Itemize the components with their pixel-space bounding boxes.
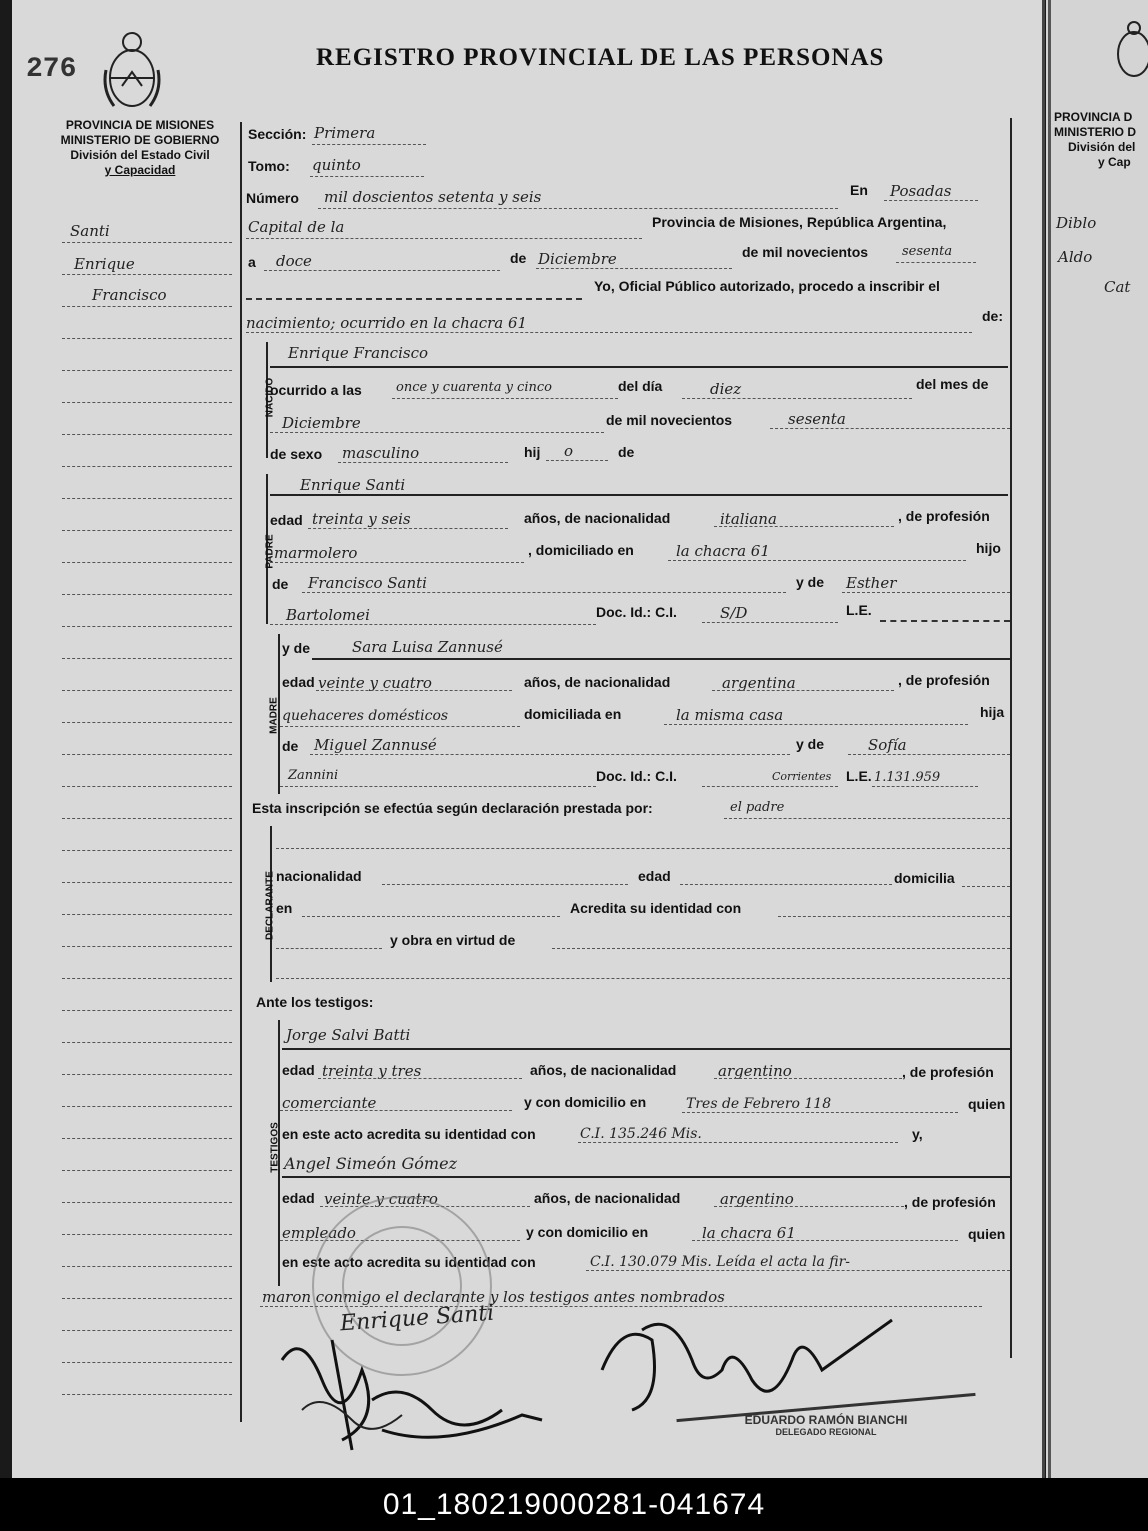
next-page-name-1: Diblo (1056, 214, 1097, 232)
padre-madre-apellido: Bartolomei (286, 606, 370, 624)
madre-nacionalidad-value: argentina (722, 674, 796, 692)
declarante-value: el padre (730, 800, 785, 815)
nacido-side-label: NACIDO (264, 377, 276, 418)
testigo2-domicilio-value: la chacra 61 (702, 1224, 796, 1242)
seccion-label: Sección: (248, 126, 307, 142)
madre-padre-value: Miguel Zannusé (314, 736, 437, 754)
madre-doc-label: Doc. Id.: C.I. (596, 768, 677, 784)
declarante-en-label: en (276, 900, 293, 916)
next-page-coat-of-arms (1114, 20, 1148, 80)
padre-y-de-label: y de (796, 574, 825, 590)
madre-nacionalidad-label: años, de nacionalidad (524, 674, 671, 690)
madre-y-de-label: y de (282, 640, 311, 656)
mes-nac-value: Diciembre (282, 414, 361, 432)
testigo2-profesion-value: empleado (282, 1224, 356, 1242)
madre-edad-value: veinte y cuatro (318, 674, 432, 692)
testigo1-domicilio-value: Tres de Febrero 118 (686, 1096, 832, 1112)
testigos-side-label: TESTIGOS (269, 1122, 281, 1173)
padre-nacionalidad-value: italiana (720, 510, 777, 528)
numero-value: mil doscientos setenta y seis (324, 188, 542, 206)
testigo2-ci-value: C.I. 130.079 Mis. Leída el acta la fir- (590, 1254, 851, 1270)
testigo1-nacionalidad-value: argentino (718, 1062, 792, 1080)
testigo1-acredita-label: en este acto acredita su identidad con (282, 1126, 536, 1142)
padre-padre-value: Francisco Santi (308, 574, 427, 592)
en-label: En (850, 182, 868, 198)
tomo-value: quinto (312, 156, 361, 174)
issuing-office (50, 118, 230, 178)
declarante-side-label: DECLARANTE (264, 871, 276, 940)
cierre-text: maron conmigo el declarante y los testigos antes nombrados (262, 1288, 725, 1306)
margin-name-2: Francisco (92, 286, 167, 304)
testigo2-profesion-label: , de profesión (904, 1194, 996, 1210)
declarante-obra-label: y obra en virtud de (390, 932, 516, 948)
padre-madre-value: Esther (846, 574, 897, 592)
nacido-nombre: Enrique Francisco (288, 344, 428, 362)
testigo1-edad-value: treinta y tres (322, 1062, 422, 1080)
inscripcion-declaracion-label: Esta inscripción se efectúa según declaración prestada por: (252, 800, 653, 816)
madre-le-value: 1.131.959 (874, 770, 941, 785)
sexo-label: de sexo (270, 446, 323, 462)
office-division: División del Estado Civil (70, 148, 210, 162)
padre-de-label: de (272, 576, 289, 592)
testigo1-nacionalidad-label: años, de nacionalidad (530, 1062, 677, 1078)
hijo-suffix: o (564, 442, 574, 460)
mil-novecientos-label: de mil novecientos (742, 244, 869, 260)
padre-profesion-value: marmolero (274, 544, 358, 562)
madre-profesion-label: , de profesión (898, 672, 990, 688)
testigo1-profesion-label: , de profesión (902, 1064, 994, 1080)
testigo1-edad-label: edad (282, 1062, 315, 1078)
madre-side-label: MADRE (268, 697, 280, 734)
mes-value: Diciembre (538, 250, 617, 268)
madre-nombre: Sara Luisa Zannusé (352, 638, 503, 656)
padre-nombre: Enrique Santi (300, 476, 406, 494)
tomo-label: Tomo: (248, 158, 290, 174)
declarante-edad-label: edad (638, 868, 671, 884)
padre-side-label: PADRE (264, 534, 276, 569)
padre-profesion-label: , de profesión (898, 508, 990, 524)
margin-surname: Santi (70, 222, 110, 240)
testigo2-acredita-label: en este acto acredita su identidad con (282, 1254, 536, 1270)
padre-edad-label: edad (270, 512, 303, 528)
madre-de-label: de (282, 738, 299, 754)
office-ministry: MINISTERIO DE GOBIERNO (60, 133, 220, 147)
testigo1-quien-label: quien (968, 1096, 1006, 1112)
provincia-label: Provincia de Misiones, República Argentina, (652, 214, 947, 230)
madre-domicilio-label: domiciliada en (524, 706, 622, 722)
testigo1-nombre: Jorge Salvi Batti (286, 1026, 411, 1044)
testigo2-nombre: Angel Simeón Gómez (284, 1154, 457, 1173)
testigo2-nacionalidad-value: argentino (720, 1190, 794, 1208)
declarante-acredita-label: Acredita su identidad con (570, 900, 742, 916)
document-page (12, 0, 1045, 1478)
madre-domicilio-value: la misma casa (676, 706, 784, 724)
testigo2-domicilio-label: y con domicilio en (526, 1224, 649, 1240)
madre-le-label: L.E. (846, 768, 872, 784)
scan-identifier: 01_180219000281-041674 (0, 1478, 1148, 1531)
del-dia-label: del día (618, 378, 663, 394)
padre-doc-label: Doc. Id.: C.I. (596, 604, 677, 620)
de-nacido-label: de (618, 444, 635, 460)
anio-value: sesenta (902, 244, 953, 259)
next-page-capacity: y Cap (1098, 155, 1131, 169)
en-value: Posadas (890, 182, 952, 200)
next-page-name-2: Aldo (1058, 248, 1093, 266)
right-border (1010, 118, 1012, 1358)
madre-edad-label: edad (282, 674, 315, 690)
hora-value: once y cuarenta y cinco (396, 380, 552, 395)
left-margin-divider (240, 122, 242, 1422)
dia-value: doce (276, 252, 312, 270)
next-page-division: División del (1068, 140, 1136, 154)
testigo1-y-label: y, (912, 1126, 923, 1142)
anio-nac-value: sesenta (788, 410, 846, 428)
next-page-ministry: MINISTERIO D (1054, 125, 1137, 139)
de-colon-label: de: (982, 308, 1003, 324)
madre-y-de2-label: y de (796, 736, 825, 752)
testigo2-edad-label: edad (282, 1190, 315, 1206)
padre-nacionalidad-label: años, de nacionalidad (524, 510, 671, 526)
official-name: EDUARDO RAMÓN BIANCHI (744, 1413, 908, 1427)
testigo2-nacionalidad-label: años, de nacionalidad (534, 1190, 681, 1206)
official-title: DELEGADO REGIONAL (775, 1427, 877, 1437)
ante-testigos-label: Ante los testigos: (256, 994, 374, 1010)
national-coat-of-arms (100, 30, 164, 112)
padre-domicilio-label: , domiciliado en (528, 542, 634, 558)
madre-madre-apellido: Zannini (288, 768, 339, 783)
office-capacity: y Capacidad (104, 163, 176, 177)
declarante-nacionalidad-label: nacionalidad (276, 868, 362, 884)
testigo2-edad-value: veinte y cuatro (324, 1190, 438, 1208)
madre-profesion-value: quehaceres domésticos (282, 708, 449, 724)
official-name-stamp (676, 1406, 976, 1437)
testigo2-quien-label: quien (968, 1226, 1006, 1242)
father-signature: Enrique Santi (339, 1300, 495, 1337)
ocurrido-label: ocurrido a las (270, 382, 362, 398)
next-page-edge (1046, 0, 1148, 1478)
madre-hija-label: hija (980, 704, 1005, 720)
dia-nac-value: diez (710, 380, 742, 398)
padre-domicilio-value: la chacra 61 (676, 542, 770, 560)
padre-ci-value: S/D (720, 604, 748, 622)
madre-madre-value: Sofía (868, 736, 907, 754)
del-mes-label: del mes de (916, 376, 989, 392)
testigo1-domicilio-label: y con domicilio en (524, 1094, 647, 1110)
folio-number: 276 (26, 54, 77, 85)
madre-ci-value: Corrientes (772, 770, 832, 783)
capital-value: Capital de la (248, 218, 345, 236)
document-title: REGISTRO PROVINCIAL DE LAS PERSONAS (316, 44, 885, 71)
next-page-province: PROVINCIA D (1054, 110, 1133, 124)
mil-novecientos-nac-label: de mil novecientos (606, 412, 733, 428)
next-page-office (1054, 110, 1148, 170)
inscripcion-value: nacimiento; ocurrido en la chacra 61 (246, 314, 528, 332)
margin-name-1: Enrique (74, 255, 135, 273)
numero-label: Número (246, 190, 299, 206)
padre-le-label: L.E. (846, 602, 872, 618)
sexo-value: masculino (342, 444, 420, 462)
declarante-domicilia-label: domicilia (894, 870, 955, 886)
testigo1-profesion-value: comerciante (282, 1094, 377, 1112)
de-label: de (510, 250, 527, 266)
next-page-name-3: Cat (1104, 278, 1131, 296)
witness-signatures-scribble (262, 1320, 582, 1460)
padre-edad-value: treinta y seis (312, 510, 411, 528)
a-label: a (248, 254, 256, 270)
hij-label: hij (524, 444, 541, 460)
oficial-publico-label: Yo, Oficial Público autorizado, procedo a inscribir el (594, 278, 940, 294)
seccion-value: Primera (314, 124, 376, 142)
testigo1-ci-value: C.I. 135.246 Mis. (580, 1126, 702, 1142)
office-province: PROVINCIA DE MISIONES (65, 118, 215, 132)
padre-hijo-label: hijo (976, 540, 1001, 556)
